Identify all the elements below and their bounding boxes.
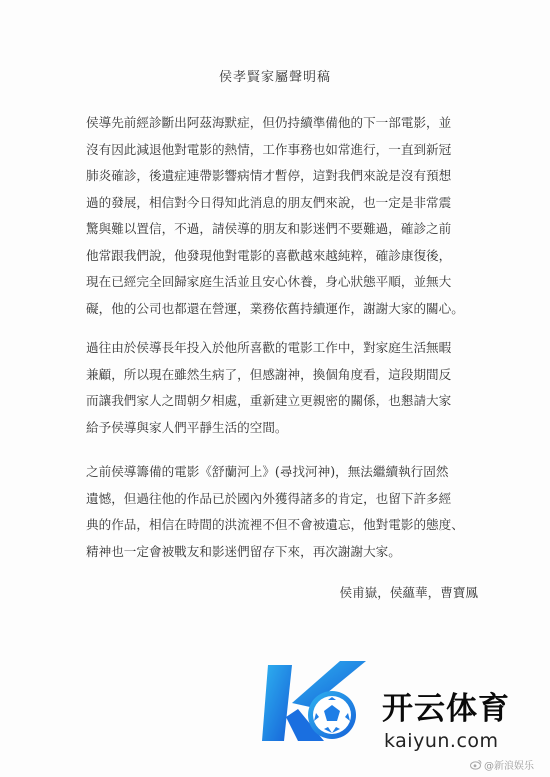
weibo-watermark — [470, 757, 534, 772]
weibo-handle: @新浪娱乐 — [484, 761, 534, 772]
paragraph-line: 過往由於侯導長年投入於他所喜歡的電影工作中，對家庭生活無暇 — [86, 340, 452, 355]
paragraph-line: 兼顧，所以現在雖然生病了，但感謝神，換個角度看，這段期間反 — [86, 366, 452, 382]
paragraph-line: 驚與難以置信，不過，請侯導的朋友和影迷們不要難過，確診之前 — [86, 221, 452, 236]
watermark-url: kaiyun.com — [384, 730, 499, 752]
signature: 侯甫嶽，侯蘊華，曹寶鳳 — [339, 585, 478, 600]
paragraph-line: 之前侯導籌備的電影《舒蘭河上》(尋找河神)，無法繼續執行固然 — [86, 464, 449, 479]
paragraph-line: 肺炎確診，後遺症連帶影響病情才暫停，這對我們來說是沒有預想 — [86, 168, 452, 183]
paragraph-2 — [86, 335, 466, 441]
paragraph-3 — [86, 459, 466, 565]
paragraph-line: 典的作品，相信在時間的洪流裡不但不會被遺忘，他對電影的態度、 — [86, 517, 464, 532]
paragraph-line: 他常跟我們說，他發現他對電影的喜歡越來越純粹，確診康復後， — [86, 247, 452, 263]
paragraph-line: 遺憾，但過往他的作品已於國內外獲得諸多的肯定，也留下許多經 — [86, 490, 452, 506]
weibo-icon — [470, 759, 482, 770]
paragraph-line: 礙，他的公司也都還在營運，業務依舊持續運作，謝謝大家的關心。 — [86, 300, 464, 316]
paragraph-line: 給予侯導與家人們平靜生活的空間。 — [86, 419, 288, 435]
paragraph-line: 現在已經完全回歸家庭生活並且安心休養，身心狀態平順，並無大 — [86, 274, 452, 289]
document-title: 侯孝賢家屬聲明稿 — [218, 70, 331, 85]
paragraph-line: 沒有因此減退他對電影的熱情，工作事務也如常進行，一直到新冠 — [86, 141, 452, 157]
paragraph-line: 而讓我們家人之間朝夕相處，重新建立更親密的關係，也懇請大家 — [86, 393, 452, 408]
watermark-brand: 开云体育 — [382, 691, 510, 727]
paragraph-1 — [86, 110, 466, 322]
paragraph-line: 精神也一定會被戰友和影迷們留存下來，再次謝謝大家。 — [86, 543, 401, 559]
kaiyun-logo-icon — [262, 655, 372, 751]
paragraph-line: 侯導先前經診斷出阿茲海默症，但仍持續準備他的下一部電影，並 — [86, 115, 452, 130]
paragraph-line: 過的發展，相信對今日得知此消息的朋友們來說，也一定是非常震 — [86, 194, 452, 210]
